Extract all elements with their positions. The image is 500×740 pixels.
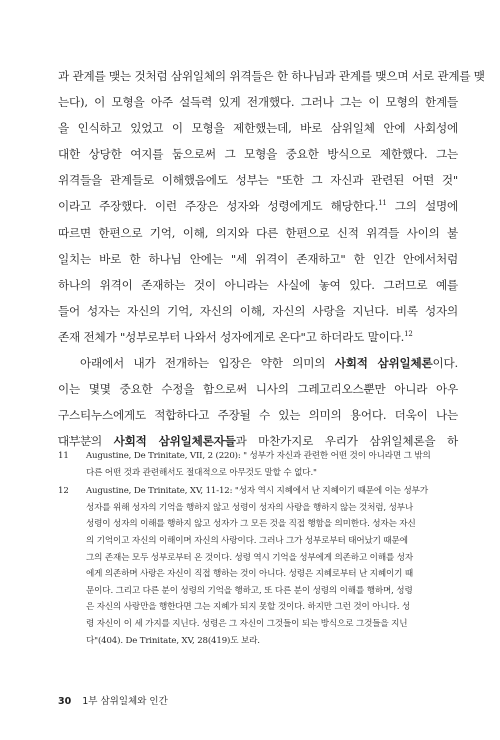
text-line: 대한 상당한 여지를 둠으로써 그 모형을 중요한 방식으로 제한했다. 그는 <box>58 147 458 162</box>
footnotes <box>58 448 458 651</box>
footnote-line: Augustine, De Trinitate, XV, 11-12: "성자 역시 지혜에서 난 지혜이기 때문에 이는 성부가 <box>86 486 428 497</box>
text-segment: 존재 전체가 "성부로부터 나와서 성자에게로 온다"고 하더라도 말이다. <box>58 329 405 344</box>
footnote-line: 성자를 위해 성자의 기억을 행하지 않고 성령이 성자의 사랑을 행하지 않는 것처럼, 성부나 <box>86 502 414 513</box>
text-line: 과 관계를 맺는 것처럼 삼위일체의 위격들은 한 하나님과 관계를 맺으며 서로 관계를 맺 <box>58 69 485 83</box>
section-title: 1부 삼위일체와 인간 <box>82 696 168 707</box>
text-line: 는다), 이 모형을 아주 설득력 있게 전개했다. 그러나 그는 이 모형의 한계들 <box>58 95 458 110</box>
footnote-line: 령 자신이 이 세 가지를 지닌다. 성령은 그 자신이 그것들이 되는 방식으로 그것들을 지닌 <box>86 618 408 629</box>
paragraph-2 <box>58 350 458 454</box>
text-line: 위격들을 관계들로 이해했음에도 성부는 "또한 그 자신과 관련된 어떤 것" <box>58 173 458 188</box>
footnote-number: 12 <box>58 486 69 497</box>
text-segment: 이다. <box>432 356 459 371</box>
text-line: 을 인식하고 있었고 이 모형을 제한했는데, 바로 삼위일체 안에 사회성에 <box>58 121 458 136</box>
text-segment: 과 마찬가지로 우리가 삼위일체론을 하 <box>235 434 459 449</box>
text-line: 하나의 위격이 존재하는 것이 아니라는 사실에 놓여 있다. 그러므로 예를 <box>58 277 458 292</box>
body-text <box>58 63 485 454</box>
footnote-11 <box>58 448 458 481</box>
footnote-ref-12: 12 <box>404 330 413 339</box>
bold-term: 사회적 삼위일체론자들 <box>113 434 236 449</box>
footnote-line: 다"(404). De Trinitate, XV, 28(419)도 보라. <box>86 635 260 646</box>
text-line <box>58 350 458 376</box>
footnote-line: 그의 존재는 모두 성부로부터 온 것이다. 성령 역시 기억을 성부에게 의존하고 이해를 성자 <box>86 552 414 563</box>
footnote-line: 의 기억이고 자신의 이해이며 자신의 사랑이다. 그러나 그가 성부로부터 태어났기 때문에 <box>86 535 408 546</box>
text-segment: 대부분의 <box>58 434 114 449</box>
text-line: 구스티누스에게도 적합하다고 주장될 수 있는 의미의 용어다. 더욱이 나는 <box>58 408 458 423</box>
footnote-text <box>86 483 458 649</box>
footnote-line: 은 자신의 사랑만을 행한다면 그는 지혜가 되지 못할 것이다. 하지만 그런 것이 아니다. 성 <box>86 602 411 613</box>
footnote-line: Augustine, De Trinitate, VII, 2 (220): " 성부가 자신과 관련한 어떤 것이 아니라면 그 밖의 <box>86 451 431 461</box>
footnote-number: 11 <box>58 451 69 461</box>
text-line: 이는 몇몇 중요한 수정을 함으로써 니사의 그레고리오스뿐만 아니라 아우 <box>58 382 458 397</box>
paragraph-1 <box>58 63 485 350</box>
footnote-line: 문이다. 그리고 다른 분이 성령의 기억을 행하고, 또 다른 분이 성령의 이해를 행하며, 성령 <box>86 585 413 596</box>
text-line <box>58 193 458 219</box>
footnote-line: 에게 의존하며 사랑은 자신이 직접 행하는 것이 아니다. 성령은 지혜로부터 난 지혜이기 때 <box>86 569 414 580</box>
text-line <box>58 324 458 350</box>
text-line: 일치는 바로 한 하나님 안에는 "세 위격이 존재하고" 한 인간 안에서처럼 <box>58 251 458 266</box>
footnote-text <box>86 448 458 481</box>
footnote-line: 성령이 성자의 이해를 행하지 않고 성자가 그 모든 것을 직접 행함을 의미한다. 성자는 자신 <box>86 519 416 530</box>
text-segment: 그의 설명에 <box>386 199 458 214</box>
text-segment: 아래에서 내가 전개하는 입장은 약한 의미의 <box>80 356 335 371</box>
footnote-line: 다른 어떤 것과 관련해서도 절대적으로 아무것도 말할 수 없다." <box>86 467 317 478</box>
bold-term: 사회적 삼위일체론 <box>334 356 433 371</box>
footnote-ref-11: 11 <box>378 199 387 208</box>
text-segment: 이라고 주장했다. 이런 주장은 성자와 성령에게도 해당한다. <box>58 199 379 214</box>
footnote-12 <box>58 483 458 649</box>
page-footer <box>58 693 168 707</box>
text-line: 들어 성자는 자신의 기억, 자신의 이해, 자신의 사랑을 지닌다. 비록 성자의 <box>58 303 458 318</box>
footnote-divider <box>58 437 94 438</box>
page-number: 30 <box>58 696 72 707</box>
text-line: 따르면 한편으로 기억, 이해, 의지와 다른 한편으로 신적 위격들 사이의 불 <box>58 225 458 240</box>
